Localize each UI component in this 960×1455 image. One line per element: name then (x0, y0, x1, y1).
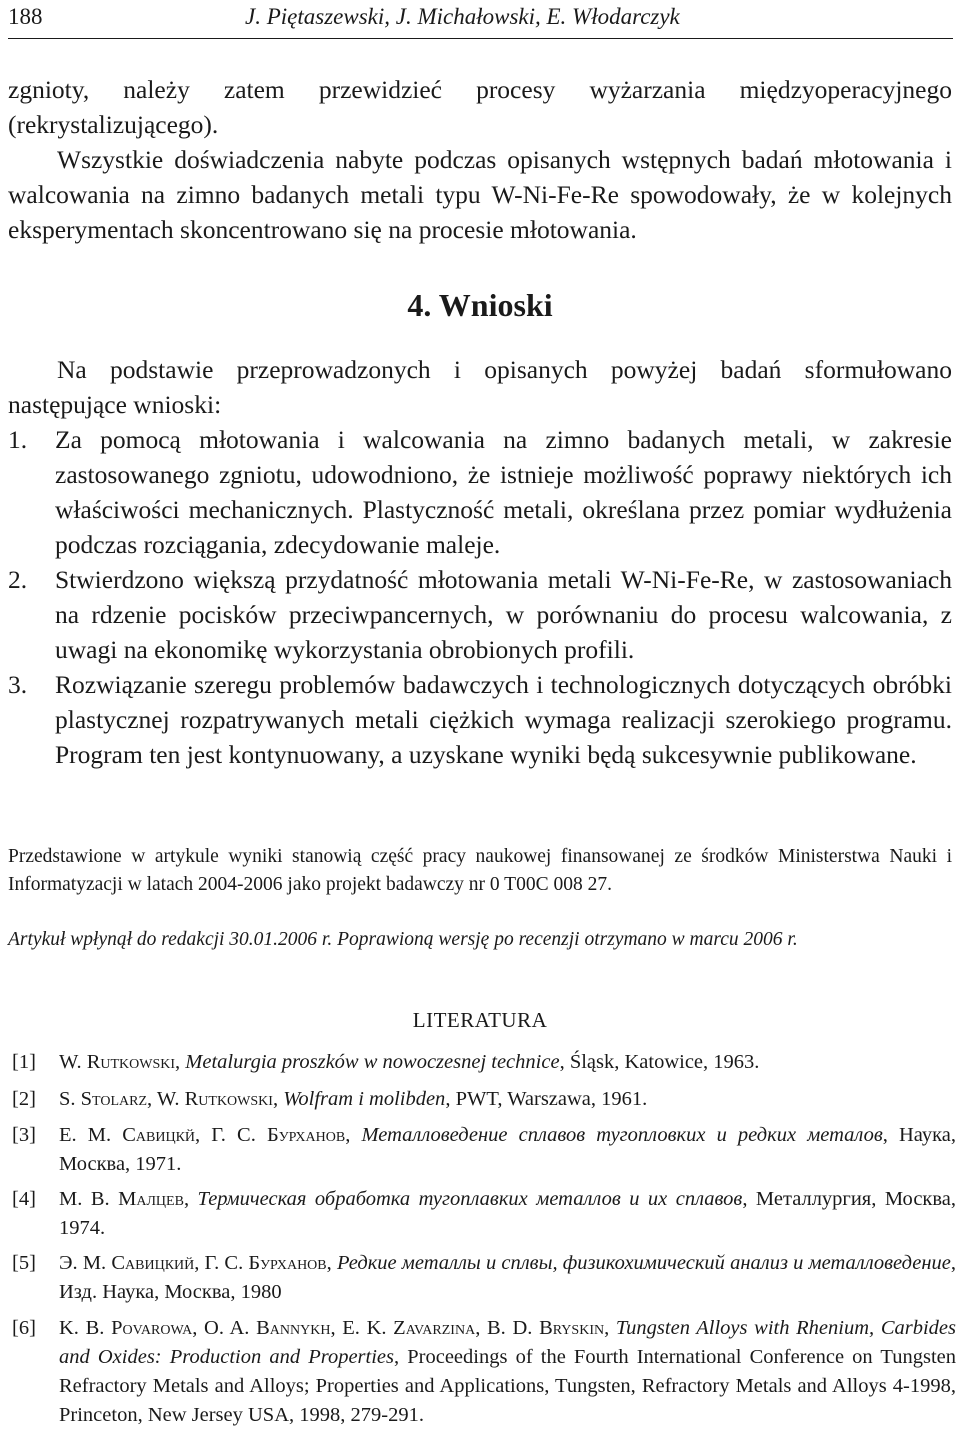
literature-heading: LITERATURA (412, 1008, 548, 1032)
reference-number: [5] (12, 1252, 36, 1274)
reference-details: , Śląsk, Katowice, 1963. (559, 1051, 760, 1073)
conclusion-item-1 (8, 422, 952, 562)
reference-number: [6] (12, 1317, 36, 1339)
reference-number: [2] (12, 1088, 36, 1110)
reference-title: Термическая обработка тугоплавких металлов и их сплавов (197, 1188, 743, 1210)
reference-6: [6] K. B. Povarowa, O. A. Bannykh, E. K. Zavarzina, B. D. Bryskin, Tungsten Alloys with Rhenium, Carbides and Oxides: Production and Properties, Proceedings of the Fourth International Conference on Tungsten Refractory Metals and Alloys; Properties and Applications, Tungsten, Refractory Metals and Alloys 4-1998, Princeton, New Jersey USA, 1998, 279-291. (8, 1314, 956, 1430)
conclusion-text: Za pomocą młotowania i walcowania na zimno badanych metali, w zakresie zastosowanego zgniotu, udowodniono, że istnieje możliwość poprawy niektórych ich właściwości mechanicznych. Plastyczność metali, określana przez pomiar wydłużenia podczas rozciągania, zdecydowanie maleje. (55, 425, 952, 559)
conclusion-item-3 (8, 667, 952, 772)
conclusion-number: 2. (8, 565, 28, 594)
conclusion-number: 1. (8, 425, 28, 454)
received-note: Artykuł wpłynął do redakcji 30.01.2006 r. Poprawioną wersję po recenzji otrzymano w marcu 2006 r. (8, 929, 798, 950)
conclusion-number: 3. (8, 670, 28, 699)
reference-title: Редкие металлы и сплвы, физикохимический анализ и металловедение (336, 1252, 951, 1274)
reference-details: , Наука, Москва, 1971. (59, 1124, 956, 1175)
reference-3: [3] Е. М. Савицкй, Г. С. Бурханов, Металловедение сплавов тугопловких и редких металов, Наука, Москва, 1971. (8, 1121, 956, 1179)
reference-2: [2] S. Stolarz, W. Rutkowski, Wolfram i molibden, PWT, Warszawa, 1961. (8, 1085, 956, 1114)
page-number: 188 (8, 4, 43, 29)
conclusion-text: Stwierdzono większą przydatność młotowania metali W-Ni-Fe-Re, w zastosowaniach na rdzenie pocisków przeciwpancernych, w porównaniu do procesu walcowania, z uwagi na ekonomikę wykorzystania obrobionych profili. (55, 565, 952, 664)
reference-authors: W. Rutkowski (59, 1051, 176, 1073)
section-lead-paragraph: Na podstawie przeprowadzonych i opisanych powyżej badań sformułowano następujące wnioski: (8, 355, 952, 419)
reference-authors: М. В. Малцев (59, 1188, 184, 1210)
intro-paragraph-1: zgnioty, należy zatem przewidzieć procesy wyżarzania międzyoperacyjnego (rekrystalizującego). (8, 75, 952, 139)
reference-details: , Металлургия, Москва, 1974. (59, 1188, 957, 1239)
running-header (8, 4, 953, 39)
section-heading: 4. Wnioski (407, 287, 553, 323)
reference-1: [1] W. Rutkowski, Metalurgia proszków w nowoczesnej technice, Śląsk, Katowice, 1963. (8, 1048, 956, 1077)
reference-4: [4] М. В. Малцев, Термическая обработка тугоплавких металлов и их сплавов, Металлургия, Москва, 1974. (8, 1185, 956, 1243)
reference-number: [3] (12, 1124, 36, 1146)
reference-title: Tungsten Alloys with Rhenium, Carbides and Oxides: Production and Properties (59, 1317, 957, 1368)
reference-authors: Э. М. Савицкий, Г. С. Бурханов (59, 1252, 327, 1274)
reference-authors: Е. М. Савицкй, Г. С. Бурханов (59, 1124, 346, 1146)
reference-details: , Изд. Наука, Москва, 1980 (59, 1252, 957, 1303)
reference-title: Metalurgia proszków w nowoczesnej technice (185, 1051, 560, 1073)
reference-authors: S. Stolarz, W. Rutkowski (59, 1088, 273, 1110)
reference-title: Wolfram i molibden (283, 1088, 446, 1110)
reference-number: [1] (12, 1051, 36, 1073)
intro-paragraph-2: Wszystkie doświadczenia nabyte podczas opisanych wstępnych badań młotowania i walcowania na zimno badanych metali typu W-Ni-Fe-Re spowodowały, że w kolejnych eksperymentach skoncentrowano się na procesie młotowania. (8, 145, 952, 244)
reference-number: [4] (12, 1188, 36, 1210)
conclusion-item-2 (8, 562, 952, 667)
reference-title: Металловедение сплавов тугопловких и редких металов (361, 1124, 883, 1146)
running-head-authors: J. Piętaszewski, J. Michałowski, E. Włodarczyk (245, 4, 680, 29)
reference-authors: K. B. Povarowa, O. A. Bannykh, E. K. Zavarzina, B. D. Bryskin (59, 1317, 605, 1339)
reference-5: [5] Э. М. Савицкий, Г. С. Бурханов, Редкие металлы и сплвы, физикохимический анализ и металловедение, Изд. Наука, Москва, 1980 (8, 1249, 956, 1307)
reference-details: , Proceedings of the Fourth International Conference on Tungsten Refractory Metals and Alloys; Properties and Applications, Tungsten, Refractory Metals and Alloys 4-1998, Princeton, New Jersey USA, 1998, 279-291. (59, 1346, 956, 1426)
reference-details: , PWT, Warszawa, 1961. (445, 1088, 648, 1110)
funding-note: Przedstawione w artykule wyniki stanowią część pracy naukowej finansowanej ze środków Ministerstwa Nauki i Informatyzacji w latach 2004-2006 jako projekt badawczy nr 0 T00C 008 27. (8, 846, 952, 895)
conclusion-text: Rozwiązanie szeregu problemów badawczych i technologicznych dotyczących obróbki plastycznej rozpatrywanych metali ciężkich wymaga realizacji szerokiego programu. Program ten jest kontynuowany, a uzyskane wyniki będą sukcesywnie publikowane. (55, 670, 952, 769)
